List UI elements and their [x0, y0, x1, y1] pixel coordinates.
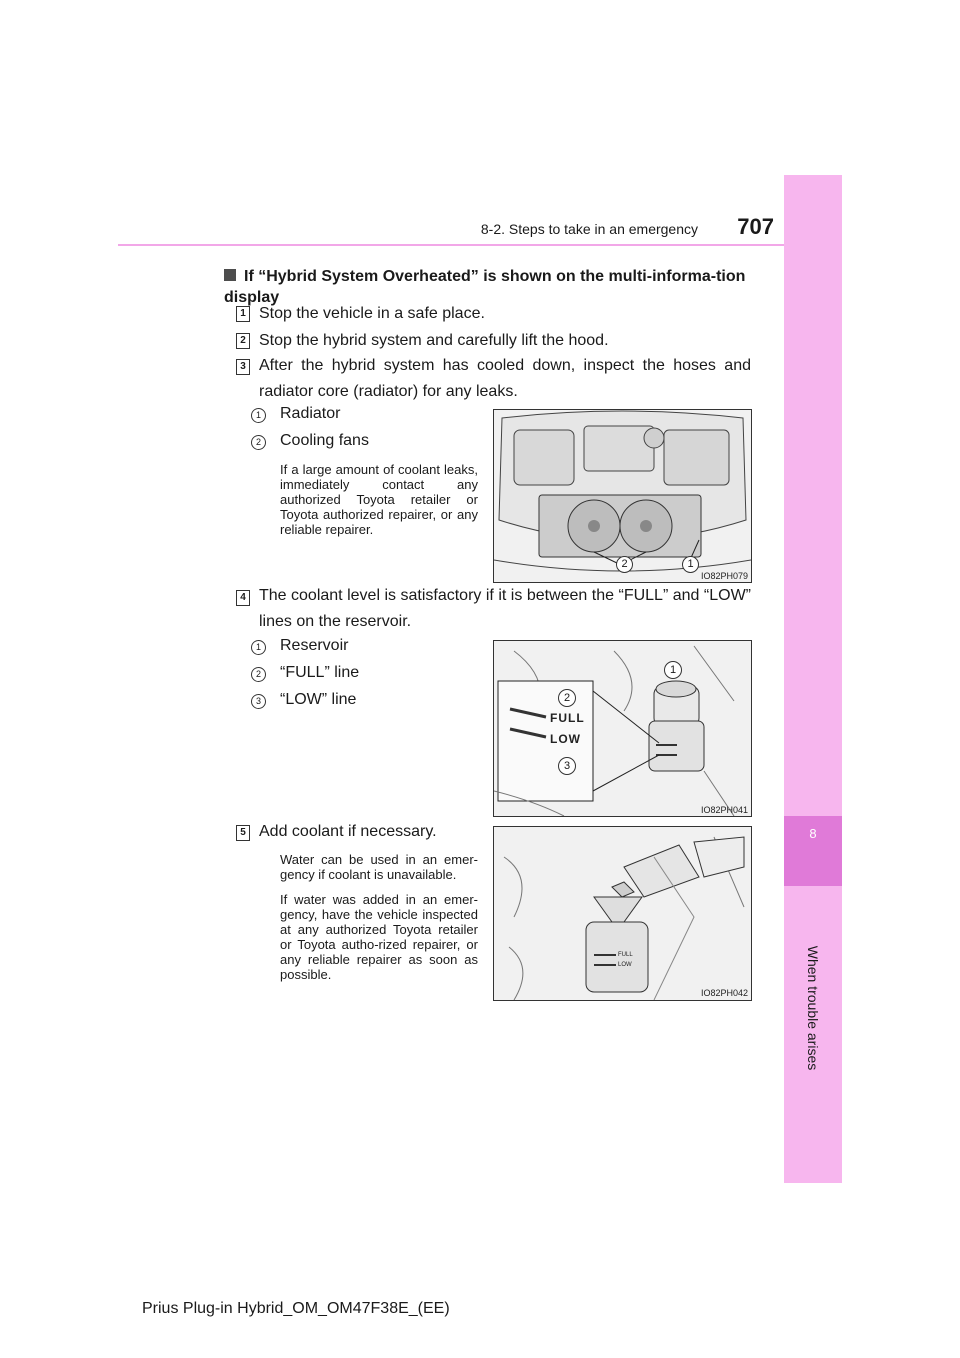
- adding-coolant-illustration: [494, 827, 751, 1000]
- step-4-text: The coolant level is satisfactory if it is between the “FULL” and “LOW” lines on the reservoir.: [259, 587, 751, 630]
- step-3-note: If a large amount of coolant leaks, immediately contact any authorized Toyota retailer or Toyota authorized repairer, or any reliable repairer.: [280, 462, 478, 537]
- figure-callout: 1: [682, 556, 699, 573]
- step-number-5: 5: [236, 825, 250, 841]
- legend-number: 3: [251, 694, 266, 709]
- step-2-text: Stop the hybrid system and carefully lift the hood.: [259, 332, 609, 349]
- step-5-note: Water can be used in an emer-gency if coolant is unavailable.: [280, 852, 478, 882]
- legend-number: 1: [251, 640, 266, 655]
- page-number: 707: [737, 214, 774, 239]
- legend-number: 2: [251, 435, 266, 450]
- step-5-notes: [280, 852, 478, 982]
- figure-callout: 2: [616, 556, 633, 573]
- chapter-title: When trouble arises: [805, 945, 821, 1071]
- header-rule: [118, 244, 784, 246]
- legend-label-radiator: Radiator: [280, 405, 341, 422]
- engine-bay-figure: [493, 409, 752, 583]
- figure-callout: 1: [664, 661, 682, 679]
- step-3-text: After the hybrid system has cooled down, inspect the hoses and radiator core (radiator) for any leaks.: [259, 357, 751, 400]
- legend-number: 2: [251, 667, 266, 682]
- step-number-2: 2: [236, 333, 250, 349]
- header-section-title: 8-2. Steps to take in an emergency: [480, 221, 698, 237]
- step-number-1: 1: [236, 306, 250, 322]
- heading-text: If “Hybrid System Overheated” is shown on the multi-informa-tion display: [224, 268, 746, 306]
- legend-label-cooling-fans: Cooling fans: [280, 432, 369, 449]
- figure-code: IO82PH079: [701, 571, 749, 581]
- step-number-4: 4: [236, 590, 250, 606]
- legend-label-reservoir: Reservoir: [280, 637, 349, 654]
- legend-number: 1: [251, 408, 266, 423]
- figure-code: IO82PH042: [701, 988, 749, 998]
- full-line-label: FULL: [550, 711, 585, 725]
- step-5-note: If water was added in an emer-gency, have the vehicle inspected at any authorized Toyota retailer or Toyota autho-rized repairer, or any reliable repairer as soon as possible.: [280, 892, 478, 982]
- low-line-label: LOW: [618, 962, 632, 968]
- adding-coolant-figure: [493, 826, 752, 1001]
- figure-callout: 2: [558, 689, 576, 707]
- figure-code: IO82PH041: [701, 805, 749, 815]
- full-line-label: FULL: [618, 952, 633, 958]
- step-1-text: Stop the vehicle in a safe place.: [259, 305, 485, 322]
- reservoir-figure: [493, 640, 752, 817]
- chapter-number: 8: [809, 826, 817, 841]
- figure-callout: 3: [558, 757, 576, 775]
- footer-document-id: Prius Plug-in Hybrid_OM_OM47F38E_(EE): [142, 1300, 450, 1317]
- heading-bullet-icon: [224, 269, 236, 281]
- legend-label-low-line: “LOW” line: [280, 691, 357, 708]
- legend-label-full-line: “FULL” line: [280, 664, 360, 681]
- low-line-label: LOW: [550, 732, 581, 746]
- reservoir-illustration: [494, 641, 751, 816]
- step-5-text: Add coolant if necessary.: [259, 823, 437, 840]
- step-number-3: 3: [236, 359, 250, 375]
